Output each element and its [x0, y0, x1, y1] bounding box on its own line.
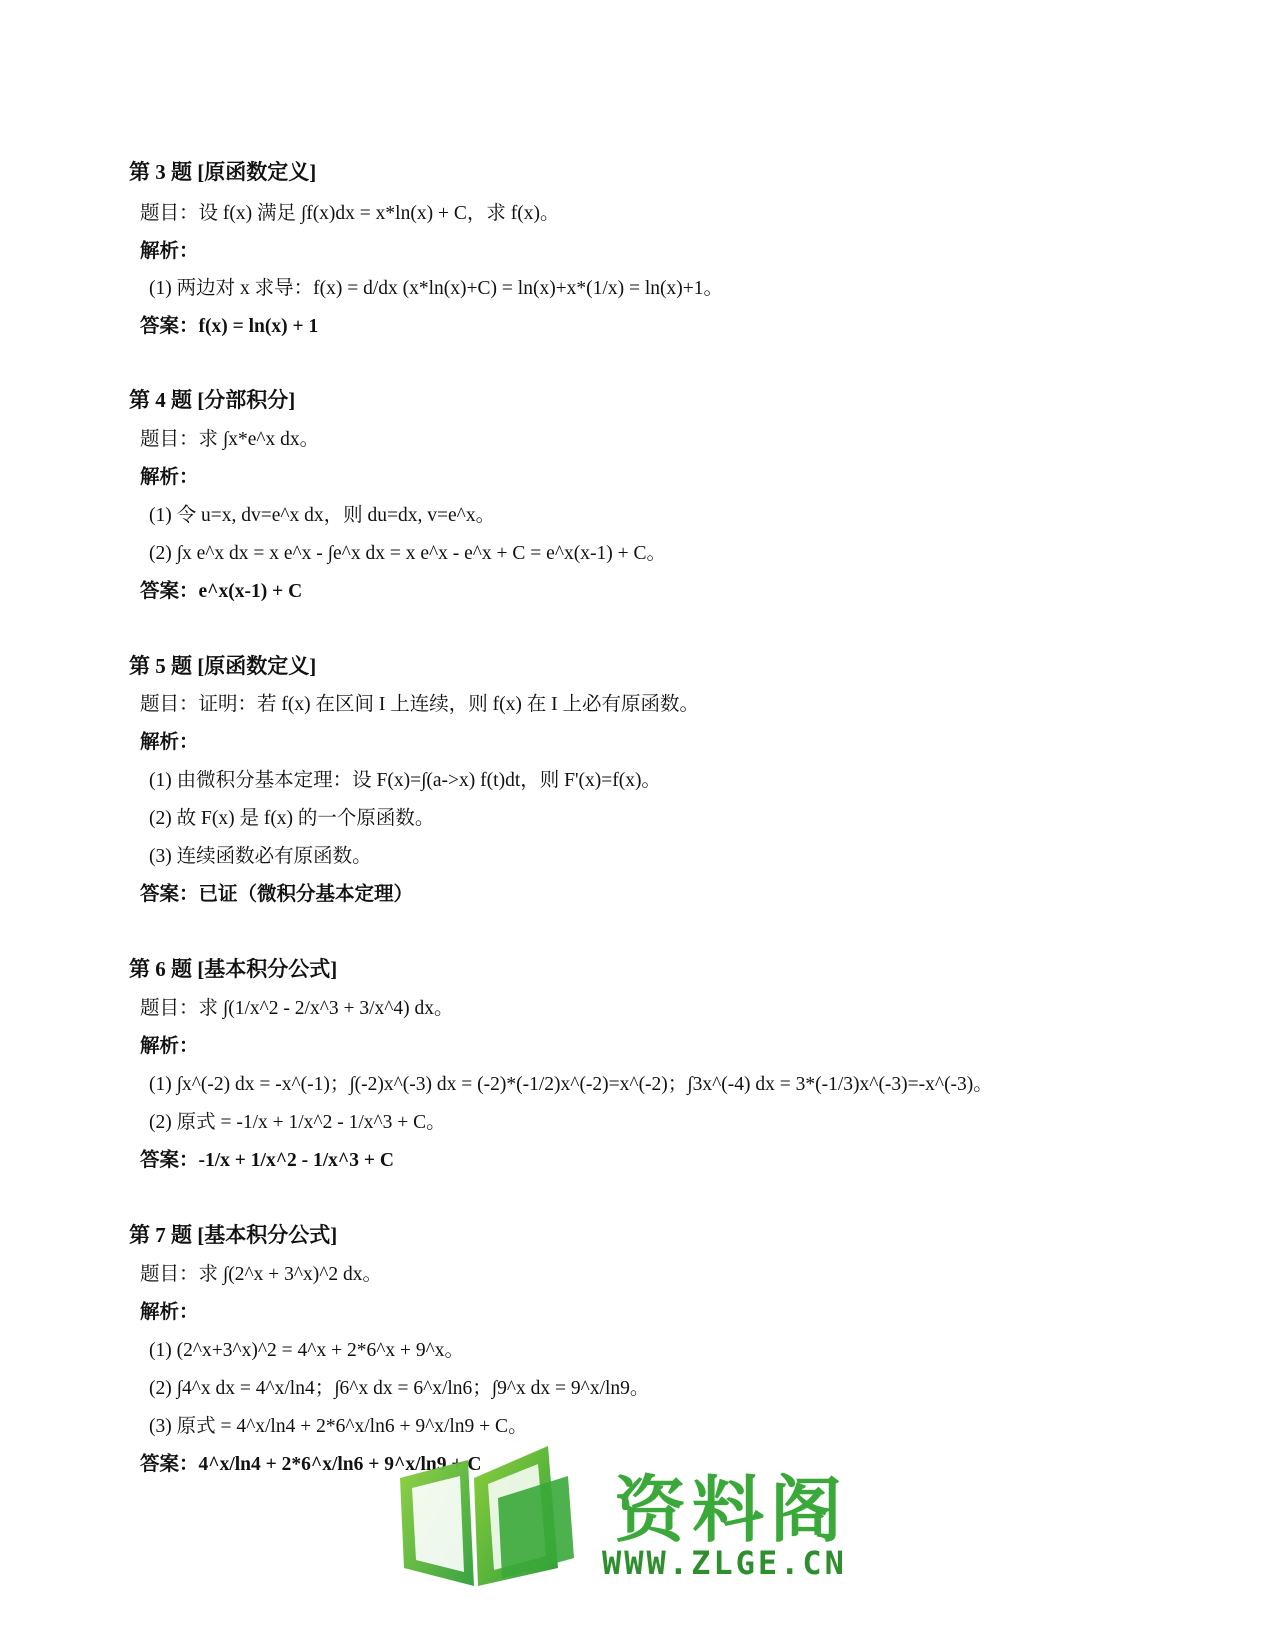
problem-5-analysis-label: 解析： [140, 732, 199, 753]
problem-4-answer: 答案：e^x(x-1) + C [140, 581, 303, 602]
problem-7-title: 第 7 题 [基本积分公式] [129, 1223, 338, 1247]
problem-7-analysis-label: 解析： [140, 1302, 199, 1323]
problem-5-step-2: (2) 故 F(x) 是 f(x) 的一个原函数。 [149, 808, 435, 829]
problem-3-answer: 答案：f(x) = ln(x) + 1 [140, 316, 319, 337]
problem-3-step-1: (1) 两边对 x 求导：f(x) = d/dx (x*ln(x)+C) = ln(x)+x*(1/x) = ln(x)+1。 [149, 278, 723, 299]
problem-4-question: 题目：求 ∫x*e^x dx。 [140, 429, 320, 450]
problem-4-title: 第 4 题 [分部积分] [129, 388, 296, 412]
problem-3-title: 第 3 题 [原函数定义] [129, 160, 317, 184]
problem-4-step-2: (2) ∫x e^x dx = x e^x - ∫e^x dx = x e^x - e^x + C = e^x(x-1) + C。 [149, 543, 666, 564]
watermark-url: WWW.ZLGE.CN [602, 1544, 847, 1582]
problem-5-step-3: (3) 连续函数必有原函数。 [149, 846, 372, 867]
problem-4-step-1: (1) 令 u=x, dv=e^x dx，则 du=dx, v=e^x。 [149, 505, 496, 526]
problem-7-step-1: (1) (2^x+3^x)^2 = 4^x + 2*6^x + 9^x。 [149, 1340, 464, 1361]
problem-7-step-3: (3) 原式 = 4^x/ln4 + 2*6^x/ln6 + 9^x/ln9 + C。 [149, 1416, 528, 1437]
watermark-name: 资料阁 [614, 1468, 849, 1552]
problem-5-answer: 答案：已证（微积分基本定理） [140, 884, 414, 905]
problem-6-answer: 答案：-1/x + 1/x^2 - 1/x^3 + C [140, 1150, 394, 1171]
problem-6-question: 题目：求 ∫(1/x^2 - 2/x^3 + 3/x^4) dx。 [140, 998, 454, 1019]
problem-7-answer: 答案：4^x/ln4 + 2*6^x/ln6 + 9^x/ln9 + C [140, 1454, 482, 1475]
problem-5-step-1: (1) 由微积分基本定理：设 F(x)=∫(a->x) f(t)dt，则 F'(x)=f(x)。 [149, 770, 661, 791]
problem-4-analysis-label: 解析： [140, 467, 199, 488]
problem-6-step-2: (2) 原式 = -1/x + 1/x^2 - 1/x^3 + C。 [149, 1112, 446, 1133]
problem-5-title: 第 5 题 [原函数定义] [129, 654, 317, 678]
problem-3-analysis-label: 解析： [140, 241, 199, 262]
problem-5-question: 题目：证明：若 f(x) 在区间 I 上连续，则 f(x) 在 I 上必有原函数。 [140, 694, 699, 715]
problem-3-question: 题目：设 f(x) 满足 ∫f(x)dx = x*ln(x) + C，求 f(x)。 [140, 203, 560, 224]
problem-7-question: 题目：求 ∫(2^x + 3^x)^2 dx。 [140, 1264, 383, 1285]
problem-6-analysis-label: 解析： [140, 1036, 199, 1057]
problem-7-step-2: (2) ∫4^x dx = 4^x/ln4；∫6^x dx = 6^x/ln6；∫9^x dx = 9^x/ln9。 [149, 1378, 650, 1399]
problem-6-title: 第 6 题 [基本积分公式] [129, 957, 338, 981]
problem-6-step-1: (1) ∫x^(-2) dx = -x^(-1)；∫(-2)x^(-3) dx = (-2)*(-1/2)x^(-2)=x^(-2)；∫3x^(-4) dx = 3*(-1/3)x^(-3)=-x^(-3)。 [149, 1074, 993, 1095]
